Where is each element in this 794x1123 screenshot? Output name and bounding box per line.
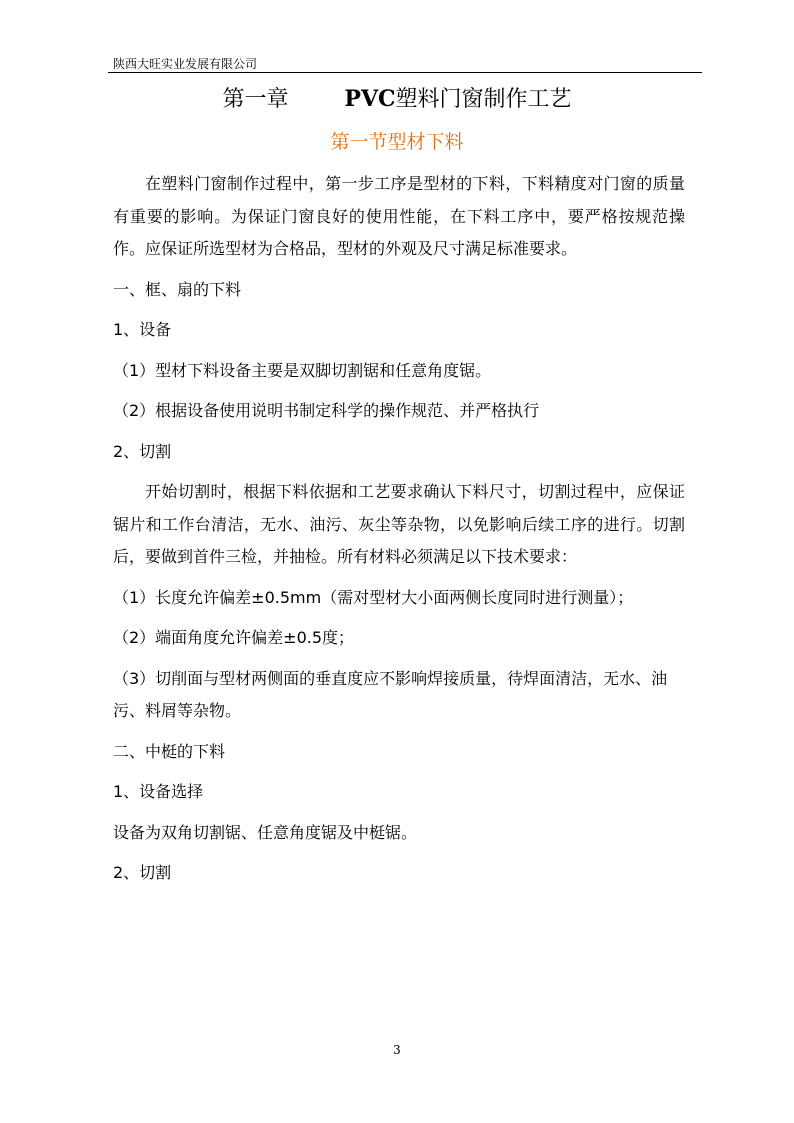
list-item: （1）型材下料设备主要是双脚切割锯和任意角度锯。: [113, 360, 492, 380]
page-header: 陕西大旺实业发展有限公司: [113, 57, 258, 71]
part2-sub1-heading: 1、设备选择: [113, 782, 204, 801]
list-item: （2）端面角度允许偏差±0.5度；: [113, 628, 355, 647]
part2-heading: 二、中梃的下料: [113, 741, 226, 761]
part2-sub2-heading: 2、切割: [113, 863, 172, 882]
chapter-prefix: 第一章: [222, 87, 289, 112]
part1-sub1-heading: 1、设备: [113, 320, 172, 339]
document-body: [113, 168, 685, 890]
cutting-paragraph: 开始切割时，根据下料依据和工艺要求确认下料尺寸，切割过程中，应保证锯片和工作台清洁，无水、油污、灰尘等杂物，以免影响后续工序的进行。切割后，要做到首件三检，并抽检。所有材料必须满足以下技术要求：: [113, 482, 685, 566]
part1-sub2-heading: 2、切割: [113, 441, 172, 461]
part2-sub1-text: 设备为双角切割锯、任意角度锯及中梃锯。: [113, 822, 418, 842]
list-item: （1）长度允许偏差±0.5mm（需对型材大小面两侧长度同时进行测量）；: [113, 587, 634, 607]
list-item: （2）根据设备使用说明书制定科学的操作规范、并严格执行: [113, 401, 540, 420]
part1-heading: 一、框、扇的下料: [113, 279, 242, 299]
chapter-pvc: PVC: [344, 86, 396, 112]
header-divider: [108, 72, 702, 73]
page-number: 3: [393, 1043, 401, 1057]
list-item: （3）切削面与型材两侧面的垂直度应不影响焊接质量，待焊面清洁，无水、油污、料屑等杂物。: [113, 668, 668, 720]
chapter-name: 塑料门窗制作工艺: [395, 87, 572, 112]
chapter-title: [0, 84, 794, 115]
intro-paragraph: 在塑料门窗制作过程中，第一步工序是型材的下料，下料精度对门窗的质量有重要的影响。为保证门窗良好的使用性能，在下料工序中，要严格按规范操作。应保证所选型材为合格品，型材的外观及尺寸满足标准要求。: [113, 174, 685, 258]
chapter-spacer: [288, 87, 344, 112]
section-title: 第一节型材下料: [330, 131, 464, 153]
